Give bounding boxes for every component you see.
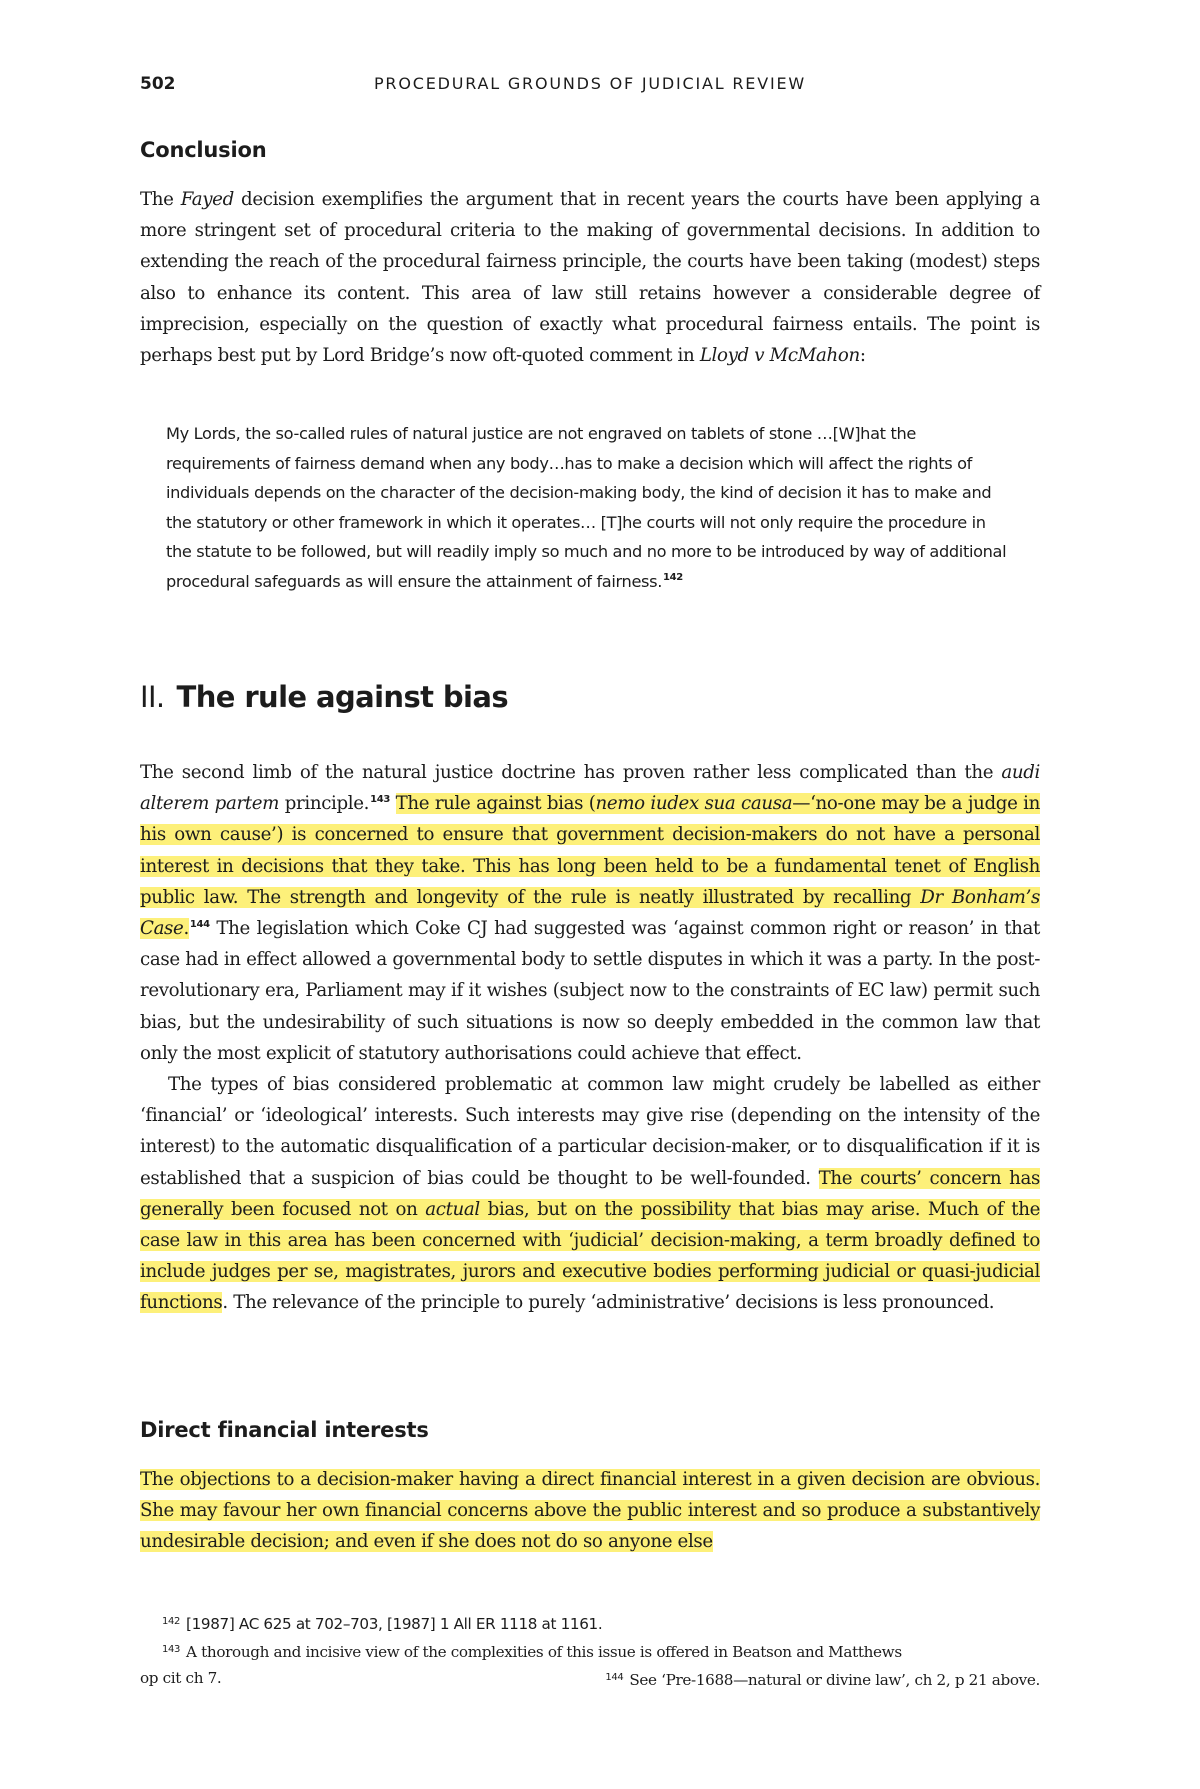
bias-paragraph-2: The types of bias considered problematic at common law might crudely be labelled as either ‘financial’ or ‘ideological’ interests. Such interests may give rise (depending on the intensity of the interest) to the automatic disqualification of a particular decision-maker, or to disqualification if it is established that a suspicion of bias could be thought to be well-founded. The courts’ concern has generally been focused not on actual bias, but on the possibility that bias may arise. Much of the case law in this area has been concerned with ‘judicial’ decision-making, a term broadly defined to include judges per se, magistrates, jurors and executive bodies performing judicial or quasi-judicial functions. The relevance of the principle to purely ‘administrative’ decisions is less pronounced. xyxy=(140,1074,1040,1314)
bias-paragraph-1: The second limb of the natural justice doctrine has proven rather less complicated than the audi alterem partem principle.$^{143}$ The rule against bias (nemo iudex sua causa—‘no-one may be a judge in his own cause’) is concerned to ensure that government decision-makers do not have a personal interest in decisions that they take. This has long been held to be a fundamental tenet of English public law. The strength and longevity of the rule is neatly illustrated by recalling Dr Bonham’s Case.$^{144}$ The legislation which Coke CJ had suggested was ‘against common right or reason’ in that case had in effect allowed a governmental body to settle disputes in which it was a party. In the post-revolutionary era, Parliament may if it wishes (subject now to the constraints of EC law) permit such bias, but the undesirability of such situations is now so deeply embedded in the common law that only the most explicit of statutory authorisations could achieve that effect. xyxy=(140,762,1040,1064)
footnote-144: $^{144}$ See ‘Pre-1688—natural or divine law’, ch 2, p 21 above. xyxy=(605,1671,1040,1689)
conclusion-paragraph: The Fayed decision exemplifies the argument that in recent years the courts have been applying a more stringent set of procedural criteria to the making of governmental decisions. In addition to extending the reach of the procedural fairness principle, the courts have been taking (modest) steps also to enhance its content. This area of law still retains however a considerable degree of imprecision, especially on the question of exactly what procedural fairness entails. The point is perhaps best put by Lord Bridge’s now oft-quoted comment in Lloyd v McMahon: xyxy=(140,189,1040,367)
bias-section-body xyxy=(140,757,1040,1319)
section-heading xyxy=(140,680,508,714)
footnote-142: $^{142}$ [1987] AC 625 at 702–703, [1987] 1 All ER 1118 at 1161. xyxy=(162,1615,603,1633)
highlighted-text: The courts’ concern has generally been focused not on actual bias, but on the possibility that bias may arise. Much of the case law in this area has been concerned with ‘judicial’ decision-making, a term broadly defined to include judges per se, magistrates, jurors and executive bodies performing judicial or quasi-judicial functions xyxy=(140,1167,1040,1314)
section-number: II. xyxy=(140,680,165,714)
footnote-ref-142[interactable]: 142 xyxy=(663,571,683,583)
section-title: The rule against bias xyxy=(176,680,509,714)
direct-financial-paragraph xyxy=(140,1464,1040,1558)
footnote-143: $^{143}$ A thorough and incisive view of the complexities of this issue is offered in Beatson and Matthews xyxy=(162,1643,902,1661)
running-title: PROCEDURAL GROUNDS OF JUDICIAL REVIEW xyxy=(373,74,807,93)
footnotes xyxy=(140,1608,1040,1692)
footnote-143-continued: op cit ch 7. xyxy=(140,1669,222,1687)
conclusion-heading: Conclusion xyxy=(140,138,267,162)
footnote-ref-143[interactable]: 143 xyxy=(370,794,390,806)
block-quote: My Lords, the so-called rules of natural justice are not engraved on tablets of stone …[W]hat the requirements of fairness demand when any body…has to make a decision which will affect the rights of individuals depends on the character of the decision-making body, the kind of decision it has to make and the statutory or other framework in which it operates… [T]he courts will not only require the procedure in the statute to be followed, but will readily imply so much and no more to be introduced by way of additional procedural safeguards as will ensure the attainment of fairness.$^{142}$ xyxy=(166,424,1007,591)
running-head xyxy=(140,74,1040,100)
direct-financial-heading: Direct financial interests xyxy=(140,1418,429,1442)
highlighted-text: The rule against bias (nemo iudex sua causa—‘no-one may be a judge in his own cause’) is concerned to ensure that government decision-makers do not have a personal interest in decisions that they take. This has long been held to be a fundamental tenet of English public law. The strength and longevity of the rule is neatly illustrated by recalling Dr Bonham’s Case. xyxy=(140,793,1040,940)
footnote-line-3 xyxy=(140,1664,1040,1692)
highlighted-text: The objections to a decision-maker having a direct financial interest in a given decision are obvious. She may favour her own financial concerns above the public interest and so produce a substantively undesirable decision; and even if she does not do so anyone else xyxy=(140,1469,1040,1553)
footnote-ref-144[interactable]: 144 xyxy=(189,919,210,931)
page-number: 502 xyxy=(140,74,176,94)
